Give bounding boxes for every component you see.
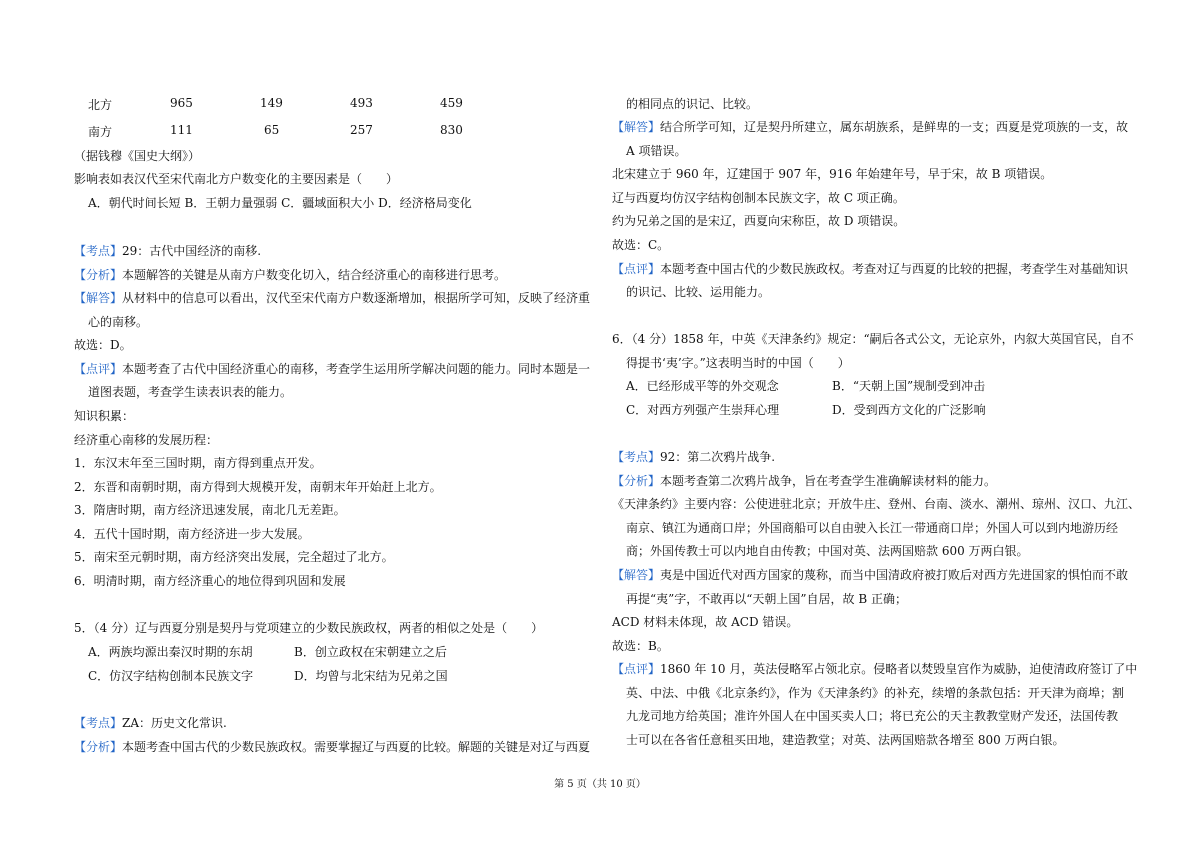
knowledge-heading: 知识积累：	[74, 409, 135, 423]
q6-jieda-cont: 再提“夷”字，不敢再以“天朝上国”自居，故 B 正确；	[626, 592, 907, 606]
tag-label: 【点评】	[612, 662, 661, 676]
option-b: B．“天朝上国”规制受到冲击	[832, 379, 986, 393]
answer-line: 故选：B。	[612, 639, 669, 653]
table-cell: 459	[440, 96, 463, 110]
tag-label: 【分析】	[612, 474, 661, 488]
page-footer: 第 5 页（共 10 页）	[554, 779, 646, 790]
knowledge-item: 4．五代十国时期，南方经济进一步大发展。	[74, 527, 310, 541]
q5-kaodian	[74, 715, 227, 731]
line-text: 本题考查了古代中国经济重心的南移，考查学生运用所学解决问题的能力。同时本题是一	[122, 362, 591, 376]
tag-label: 【分析】	[74, 268, 123, 282]
analysis-dianping	[74, 361, 590, 377]
q5-dianping	[612, 261, 1128, 277]
line-text: 本题考查第二次鸦片战争，旨在考查学生准确解读材料的能力。	[660, 474, 997, 488]
question-6-stem: 6．（4 分）1858 年，中英《天津条约》规定：“嗣后各式公文，无论京外，内叙大英国官民，自不	[612, 332, 1134, 346]
table-cell: 830	[440, 123, 463, 137]
q5-line: 约为兄弟之国的是宋辽，西夏向宋称臣，故 D 项错误。	[612, 214, 906, 228]
q6-dianping	[612, 661, 1137, 677]
answer-line: 故选：D。	[74, 338, 132, 352]
question-options: A．朝代时间长短 B．王朝力量强弱 C．疆域面积大小 D．经济格局变化	[88, 196, 472, 210]
q6-fenxi	[612, 473, 996, 489]
tag-label: 【点评】	[612, 262, 661, 276]
option-a: A．已经形成平等的外交观念	[626, 379, 779, 393]
line-text: 本题考查中国古代的少数民族政权。需要掌握辽与西夏的比较。解题的关键是对辽与西夏	[122, 740, 591, 754]
q5-line: 北宋建立于 960 年，辽建国于 907 年，916 年始建年号，早于宋，故 B 项错误。	[612, 167, 1053, 181]
option-c: C．对西方列强产生崇拜心理	[626, 403, 780, 417]
q6-dianping-cont: 士可以在各省任意租买田地，建造教堂；对英、法两国赔款各增至 800 万两白银。	[626, 733, 1065, 747]
source-note: （据钱穆《国史大纲》）	[74, 149, 201, 163]
line-text: 92：第二次鸦片战争.	[660, 450, 776, 464]
analysis-dianping-cont: 道图表题，考查学生读表识表的能力。	[88, 385, 293, 399]
table-row-label: 南方	[88, 125, 113, 139]
line-text: 本题考查中国古代的少数民族政权。考查对辽与西夏的比较的把握，考查学生对基础知识	[660, 262, 1129, 276]
analysis-kaodian	[74, 243, 261, 259]
knowledge-item: 1．东汉末年至三国时期，南方得到重点开发。	[74, 456, 322, 470]
q5-jieda	[612, 119, 1128, 135]
line-text: 29：古代中国经济的南移.	[122, 244, 262, 258]
line-text: 1860 年 10 月，英法侵略军占领北京。侵略者以焚毁皇宫作为威胁，迫使清政府签订了中	[660, 662, 1138, 676]
q5-fenxi	[74, 739, 590, 755]
q5-line: 辽与西夏均仿汉字结构创制本民族文字，故 C 项正确。	[612, 191, 905, 205]
analysis-jieda	[74, 290, 590, 306]
line-text: 结合所学可知，辽是契丹所建立，属东胡族系，是鲜卑的一支；西夏是党项族的一支，故	[660, 120, 1129, 134]
tag-label: 【解答】	[612, 120, 661, 134]
q6-treaty-cont: 商；外国传教士可以内地自由传教；中国对英、法两国赔款 600 万两白银。	[626, 544, 1029, 558]
q6-treaty: 《天津条约》主要内容：公使进驻北京；开放牛庄、登州、台南、淡水、潮州、琼州、汉口、九江、	[612, 497, 1141, 511]
line-text: ZA：历史文化常识.	[122, 716, 227, 730]
tag-label: 【解答】	[612, 568, 661, 582]
q5-fenxi-cont: 的相同点的识记、比较。	[626, 97, 759, 111]
knowledge-item: 6．明清时期，南方经济重心的地位得到巩固和发展	[74, 574, 346, 588]
option-a: A．两族均源出秦汉时期的东胡	[88, 645, 253, 659]
table-cell: 493	[350, 96, 373, 110]
table-row-label: 北方	[88, 98, 113, 112]
answer-line: 故选：C。	[612, 238, 670, 252]
table-cell: 65	[264, 123, 280, 137]
q5-jieda-cont: A 项错误。	[626, 144, 687, 158]
table-cell: 149	[260, 96, 283, 110]
question-stem: 影响表如表汉代至宋代南北方户数变化的主要因素是（ ）	[74, 172, 399, 186]
line-text: 本题解答的关键是从南方户数变化切入，结合经济重心的南移进行思考。	[122, 268, 507, 282]
table-cell: 965	[170, 96, 193, 110]
table-cell: 111	[170, 123, 193, 137]
knowledge-item: 3．隋唐时期，南方经济迅速发展，南北几无差距。	[74, 503, 346, 517]
tag-label: 【考点】	[74, 244, 123, 258]
tag-label: 【分析】	[74, 740, 123, 754]
option-d: D．均曾与北宋结为兄弟之国	[294, 669, 448, 683]
analysis-jieda-cont: 心的南移。	[88, 315, 149, 329]
analysis-fenxi	[74, 267, 506, 283]
tag-label: 【考点】	[612, 450, 661, 464]
option-b: B．创立政权在宋朝建立之后	[294, 645, 447, 659]
knowledge-item: 2．东晋和南朝时期，南方得到大规模开发，南朝末年开始赶上北方。	[74, 480, 442, 494]
knowledge-item: 5．南宋至元朝时期，南方经济突出发展，完全超过了北方。	[74, 550, 394, 564]
q5-dianping-cont: 的识记、比较、运用能力。	[626, 285, 771, 299]
q6-dianping-cont: 九龙司地方给英国；准许外国人在中国买卖人口；将已充公的天主教教堂财产发还，法国传教	[626, 709, 1119, 723]
tag-label: 【点评】	[74, 362, 123, 376]
q6-dianping-cont: 英、中法、中俄《北京条约》，作为《天津条约》的补充，续增的条款包括：开天津为商埠；割	[626, 686, 1125, 700]
tag-label: 【解答】	[74, 291, 123, 305]
option-c: C．仿汉字结构创制本民族文字	[88, 669, 254, 683]
option-d: D．受到西方文化的广泛影响	[832, 403, 986, 417]
question-5-stem: 5．（4 分）辽与西夏分别是契丹与党项建立的少数民族政权，两者的相似之处是（ ）	[74, 621, 544, 635]
question-6-stem-cont: 得提书‘夷’字。”这表明当时的中国（ ）	[626, 356, 850, 370]
knowledge-subheading: 经济重心南移的发展历程：	[74, 433, 219, 447]
q6-treaty-cont: 南京、镇江为通商口岸；外国商船可以自由驶入长江一带通商口岸；外国人可以到内地游历经	[626, 521, 1119, 535]
line-text: 夷是中国近代对西方国家的蔑称，而当中国清政府被打败后对西方先进国家的惧怕而不敢	[660, 568, 1129, 582]
q6-line: ACD 材料未体现，故 ACD 错误。	[612, 615, 799, 629]
q6-jieda	[612, 567, 1128, 583]
q6-kaodian	[612, 449, 775, 465]
tag-label: 【考点】	[74, 716, 123, 730]
line-text: 从材料中的信息可以看出，汉代至宋代南方户数逐渐增加，根据所学可知，反映了经济重	[122, 291, 591, 305]
table-cell: 257	[350, 123, 373, 137]
